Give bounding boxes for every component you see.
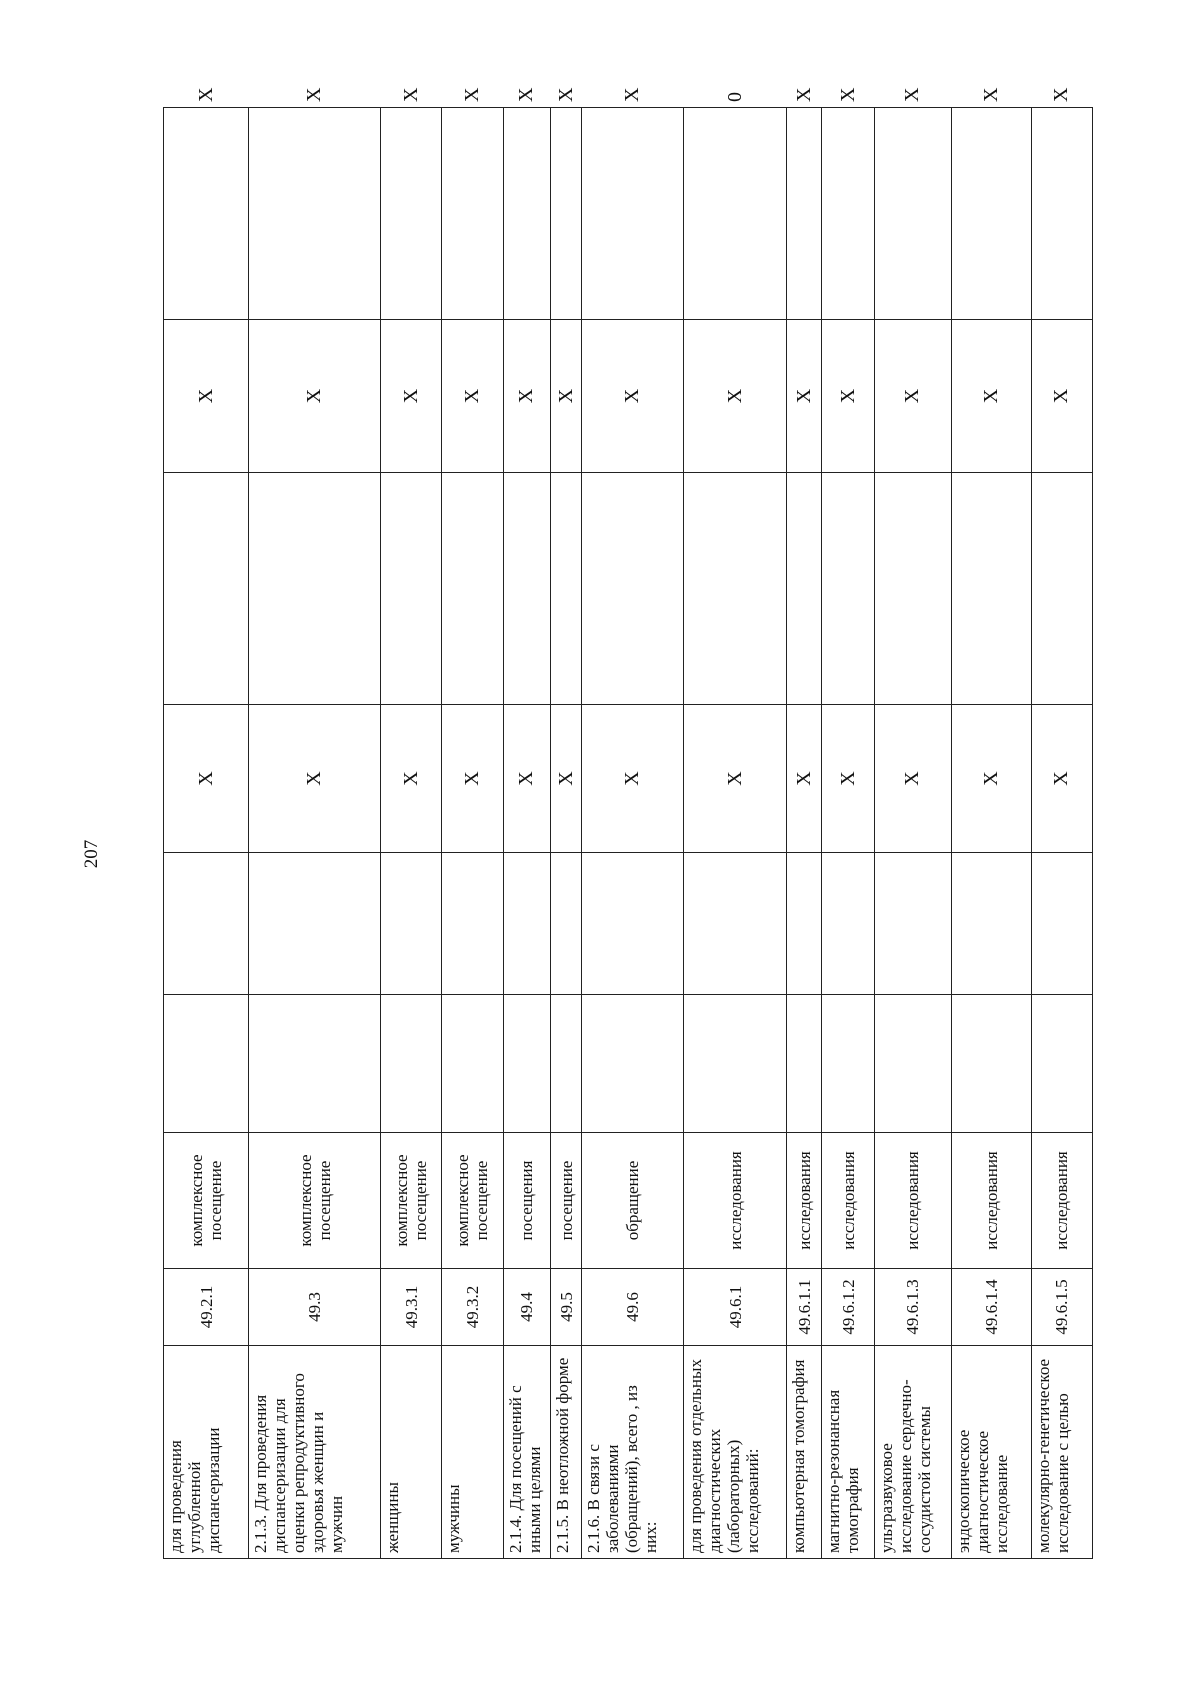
row-value-cell [822, 473, 875, 705]
row-value-cell [249, 995, 380, 1133]
row-name-cell: эндоскопическое диагностическое исследование [951, 1346, 1031, 1559]
table-row: женщины 49.3.1 комплексное посещение X X X [380, 108, 441, 1559]
row-mark-cell: X [787, 705, 822, 853]
row-value-cell [164, 995, 249, 1133]
row-mark-cell: X [822, 705, 875, 853]
row-unit-cell: комплексное посещение [164, 1133, 249, 1269]
page-number: 207 [81, 839, 102, 869]
row-value-cell [249, 473, 380, 705]
row-mark-cell: X [684, 320, 787, 473]
row-name-cell: для проведения углубленной диспансеризации [164, 1346, 249, 1559]
row-value-cell [874, 473, 951, 705]
row-value-cell [822, 995, 875, 1133]
row-unit-cell: исследования [1031, 1133, 1092, 1269]
table-row: ультразвуковое исследование сердечно-сосудистой системы 49.6.1.3 исследования X X X [874, 108, 951, 1559]
row-value-cell [582, 995, 684, 1133]
row-code-cell: 49.3.1 [380, 1269, 441, 1346]
row-unit-cell: исследования [684, 1133, 787, 1269]
row-value-cell [582, 473, 684, 705]
row-value-cell [874, 108, 951, 320]
rotated-table-frame [163, 87, 1093, 1559]
row-code-cell: 49.6.1.5 [1031, 1269, 1092, 1346]
table-row: 2.1.4. Для посещений с иными целями 49.4 посещения X X X [503, 108, 550, 1559]
table-row: молекулярно-генетическое исследование с целью 49.6.1.5 исследования X X X [1031, 108, 1092, 1559]
row-value-cell [550, 108, 582, 320]
row-value-cell [951, 853, 1031, 995]
row-mark-cell: X [951, 320, 1031, 473]
row-mark-cell: X [582, 320, 684, 473]
row-value-cell [874, 853, 951, 995]
row-name-cell: мужчины [442, 1346, 503, 1559]
row-name-cell: компьютерная томография [787, 1346, 822, 1559]
row-name-cell: магнитно-резонансная томография [822, 1346, 875, 1559]
row-mark-cell: X [582, 705, 684, 853]
row-value-cell [582, 108, 684, 320]
row-value-cell [164, 473, 249, 705]
table-row: 2.1.6. В связи с заболеваниями (обращений), всего , из них: 49.6 обращение X X X [582, 108, 684, 1559]
row-name-cell: ультразвуковое исследование сердечно-сосудистой системы [874, 1346, 951, 1559]
row-mark-cell: X [1031, 705, 1092, 853]
row-code-cell: 49.6.1.4 [951, 1269, 1031, 1346]
row-unit-cell: комплексное посещение [442, 1133, 503, 1269]
row-value-cell [787, 995, 822, 1133]
row-value-cell [1031, 473, 1092, 705]
row-value-cell [684, 853, 787, 995]
row-value-cell [380, 995, 441, 1133]
row-value-cell [787, 853, 822, 995]
row-code-cell: 49.5 [550, 1269, 582, 1346]
table-row: 2.1.5. В неотложной форме 49.5 посещение X X X [550, 108, 582, 1559]
row-value-cell [787, 108, 822, 320]
row-code-cell: 49.2.1 [164, 1269, 249, 1346]
row-unit-cell: обращение [582, 1133, 684, 1269]
row-name-cell: молекулярно-генетическое исследование с целью [1031, 1346, 1092, 1559]
row-code-cell: 49.3.2 [442, 1269, 503, 1346]
row-value-cell [550, 473, 582, 705]
row-name-cell: 2.1.5. В неотложной форме [550, 1346, 582, 1559]
row-value-cell [249, 853, 380, 995]
table-row: для проведения углубленной диспансеризации 49.2.1 комплексное посещение X X X [164, 108, 249, 1559]
row-value-cell [951, 108, 1031, 320]
table-body [164, 87, 1093, 1559]
row-value-cell [442, 108, 503, 320]
row-value-cell [380, 473, 441, 705]
row-value-cell [380, 853, 441, 995]
table-row: компьютерная томография 49.6.1.1 исследования X X X [787, 108, 822, 1559]
row-code-cell: 49.6.1.1 [787, 1269, 822, 1346]
row-name-cell: 2.1.3. Для проведения диспансеризации для оценки репродуктивного здоровья женщин и мужчин [249, 1346, 380, 1559]
table-row: эндоскопическое диагностическое исследование 49.6.1.4 исследования X X X [951, 108, 1031, 1559]
row-value-cell [787, 473, 822, 705]
row-value-cell [684, 995, 787, 1133]
row-value-cell [1031, 853, 1092, 995]
row-name-cell: женщины [380, 1346, 441, 1559]
row-value-cell [951, 995, 1031, 1133]
row-mark-cell: X [249, 705, 380, 853]
row-mark-cell: X [874, 705, 951, 853]
row-unit-cell: исследования [822, 1133, 875, 1269]
row-value-cell [822, 108, 875, 320]
row-value-cell [1031, 108, 1092, 320]
row-value-cell [1031, 995, 1092, 1133]
row-mark-cell: X [380, 320, 441, 473]
row-value-cell [442, 853, 503, 995]
row-mark-cell: X [503, 320, 550, 473]
row-value-cell [442, 473, 503, 705]
row-value-cell [822, 853, 875, 995]
row-name-cell: 2.1.4. Для посещений с иными целями [503, 1346, 550, 1559]
row-mark-cell: X [249, 320, 380, 473]
row-name-cell: 2.1.6. В связи с заболеваниями (обращений), всего , из них: [582, 1346, 684, 1559]
row-value-cell [164, 853, 249, 995]
row-mark-cell: X [550, 705, 582, 853]
row-mark-cell: X [442, 320, 503, 473]
row-unit-cell: посещения [503, 1133, 550, 1269]
row-value-cell [684, 108, 787, 320]
row-unit-cell: исследования [874, 1133, 951, 1269]
row-unit-cell: исследования [951, 1133, 1031, 1269]
row-mark-cell: X [164, 705, 249, 853]
row-value-cell [380, 108, 441, 320]
table-row: 2.1.3. Для проведения диспансеризации для оценки репродуктивного здоровья женщин и мужчин 49.3 комплексное посещение X X X [249, 108, 380, 1559]
row-unit-cell: посещение [550, 1133, 582, 1269]
row-mark-cell: X [442, 705, 503, 853]
row-value-cell [164, 108, 249, 320]
row-mark-cell: X [550, 320, 582, 473]
row-value-cell [550, 853, 582, 995]
table-row: мужчины 49.3.2 комплексное посещение X X X [442, 108, 503, 1559]
row-mark-cell: X [684, 705, 787, 853]
row-value-cell [503, 853, 550, 995]
row-value-cell [951, 473, 1031, 705]
row-value-cell [503, 108, 550, 320]
row-value-cell [684, 473, 787, 705]
row-unit-cell: исследования [787, 1133, 822, 1269]
row-code-cell: 49.6.1.3 [874, 1269, 951, 1346]
row-value-cell [582, 853, 684, 995]
row-mark-cell: X [787, 320, 822, 473]
row-mark-cell: X [1031, 320, 1092, 473]
row-mark-cell: X [951, 705, 1031, 853]
row-code-cell: 49.4 [503, 1269, 550, 1346]
table-row: магнитно-резонансная томография 49.6.1.2 исследования X X X [822, 108, 875, 1559]
row-code-cell: 49.3 [249, 1269, 380, 1346]
row-code-cell: 49.6.1 [684, 1269, 787, 1346]
row-unit-cell: комплексное посещение [249, 1133, 380, 1269]
row-mark-cell: X [822, 320, 875, 473]
row-code-cell: 49.6 [582, 1269, 684, 1346]
table-row: для проведения отдельных диагностических (лабораторных) исследований: 49.6.1 исследования X X 0 [684, 108, 787, 1559]
row-value-cell [874, 995, 951, 1133]
row-mark-cell: X [164, 320, 249, 473]
row-code-cell: 49.6.1.2 [822, 1269, 875, 1346]
row-value-cell [503, 473, 550, 705]
row-mark-cell: X [874, 320, 951, 473]
row-name-cell: для проведения отдельных диагностических (лабораторных) исследований: [684, 1346, 787, 1559]
data-table [163, 87, 1093, 1559]
row-value-cell [503, 995, 550, 1133]
row-unit-cell: комплексное посещение [380, 1133, 441, 1269]
row-mark-cell: X [503, 705, 550, 853]
row-mark-cell: X [380, 705, 441, 853]
row-value-cell [550, 995, 582, 1133]
row-value-cell [249, 108, 380, 320]
row-value-cell [442, 995, 503, 1133]
